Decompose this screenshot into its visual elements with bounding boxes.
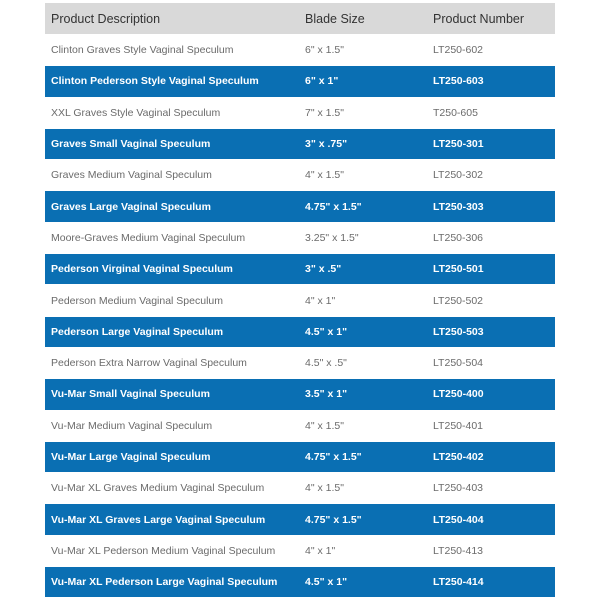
cell-description: Vu-Mar XL Graves Large Vaginal Speculum bbox=[45, 504, 299, 535]
table-row bbox=[45, 285, 555, 316]
table-body bbox=[45, 35, 555, 598]
cell-blade-size: 4" x 1.5" bbox=[299, 410, 427, 441]
cell-product-number: LT250-306 bbox=[427, 222, 555, 253]
table-row bbox=[45, 347, 555, 378]
cell-blade-size: 3" x .75" bbox=[299, 128, 427, 159]
cell-blade-size: 4" x 1.5" bbox=[299, 473, 427, 504]
cell-blade-size: 6" x 1.5" bbox=[299, 35, 427, 66]
cell-product-number: LT250-603 bbox=[427, 66, 555, 97]
cell-description: Pederson Medium Vaginal Speculum bbox=[45, 285, 299, 316]
cell-description: Graves Large Vaginal Speculum bbox=[45, 191, 299, 222]
cell-product-number: LT250-501 bbox=[427, 254, 555, 285]
cell-blade-size: 3" x .5" bbox=[299, 254, 427, 285]
cell-product-number: LT250-302 bbox=[427, 160, 555, 191]
cell-product-number: LT250-301 bbox=[427, 128, 555, 159]
cell-blade-size: 7" x 1.5" bbox=[299, 97, 427, 128]
cell-description: Vu-Mar Large Vaginal Speculum bbox=[45, 441, 299, 472]
product-table-container bbox=[45, 3, 555, 598]
table-row bbox=[45, 160, 555, 191]
cell-blade-size: 3.5" x 1" bbox=[299, 379, 427, 410]
cell-product-number: LT250-502 bbox=[427, 285, 555, 316]
cell-product-number: LT250-402 bbox=[427, 441, 555, 472]
cell-blade-size: 4" x 1.5" bbox=[299, 160, 427, 191]
table-row bbox=[45, 316, 555, 347]
cell-blade-size: 4.75" x 1.5" bbox=[299, 191, 427, 222]
cell-description: Pederson Extra Narrow Vaginal Speculum bbox=[45, 347, 299, 378]
cell-product-number: T250-605 bbox=[427, 97, 555, 128]
table-row bbox=[45, 441, 555, 472]
table-row bbox=[45, 254, 555, 285]
cell-description: Vu-Mar Medium Vaginal Speculum bbox=[45, 410, 299, 441]
cell-blade-size: 4.75" x 1.5" bbox=[299, 441, 427, 472]
header-product-description: Product Description bbox=[45, 3, 299, 35]
cell-product-number: LT250-414 bbox=[427, 567, 555, 598]
cell-blade-size: 4" x 1" bbox=[299, 285, 427, 316]
table-row bbox=[45, 410, 555, 441]
cell-blade-size: 4" x 1" bbox=[299, 535, 427, 566]
cell-product-number: LT250-303 bbox=[427, 191, 555, 222]
cell-description: Moore-Graves Medium Vaginal Speculum bbox=[45, 222, 299, 253]
table-row bbox=[45, 504, 555, 535]
cell-product-number: LT250-504 bbox=[427, 347, 555, 378]
cell-description: Clinton Pederson Style Vaginal Speculum bbox=[45, 66, 299, 97]
table-row bbox=[45, 473, 555, 504]
table-row bbox=[45, 97, 555, 128]
table-row bbox=[45, 535, 555, 566]
cell-blade-size: 4.75" x 1.5" bbox=[299, 504, 427, 535]
cell-blade-size: 3.25" x 1.5" bbox=[299, 222, 427, 253]
cell-description: Vu-Mar XL Graves Medium Vaginal Speculum bbox=[45, 473, 299, 504]
cell-blade-size: 4.5" x .5" bbox=[299, 347, 427, 378]
table-row bbox=[45, 222, 555, 253]
cell-product-number: LT250-403 bbox=[427, 473, 555, 504]
cell-description: Graves Small Vaginal Speculum bbox=[45, 128, 299, 159]
cell-description: Vu-Mar XL Pederson Large Vaginal Speculum bbox=[45, 567, 299, 598]
header-blade-size: Blade Size bbox=[299, 3, 427, 35]
table-row bbox=[45, 128, 555, 159]
header-row bbox=[45, 3, 555, 35]
table-row bbox=[45, 567, 555, 598]
cell-product-number: LT250-413 bbox=[427, 535, 555, 566]
cell-blade-size: 4.5" x 1" bbox=[299, 316, 427, 347]
table-row bbox=[45, 191, 555, 222]
cell-product-number: LT250-503 bbox=[427, 316, 555, 347]
table-row bbox=[45, 66, 555, 97]
header-product-number: Product Number bbox=[427, 3, 555, 35]
product-table bbox=[45, 3, 555, 598]
cell-blade-size: 4.5" x 1" bbox=[299, 567, 427, 598]
table-row bbox=[45, 379, 555, 410]
cell-description: Pederson Large Vaginal Speculum bbox=[45, 316, 299, 347]
cell-description: XXL Graves Style Vaginal Speculum bbox=[45, 97, 299, 128]
cell-product-number: LT250-401 bbox=[427, 410, 555, 441]
cell-product-number: LT250-404 bbox=[427, 504, 555, 535]
cell-product-number: LT250-602 bbox=[427, 35, 555, 66]
cell-description: Graves Medium Vaginal Speculum bbox=[45, 160, 299, 191]
cell-description: Clinton Graves Style Vaginal Speculum bbox=[45, 35, 299, 66]
table-header bbox=[45, 3, 555, 35]
table-row bbox=[45, 35, 555, 66]
cell-product-number: LT250-400 bbox=[427, 379, 555, 410]
cell-blade-size: 6" x 1" bbox=[299, 66, 427, 97]
cell-description: Vu-Mar XL Pederson Medium Vaginal Speculum bbox=[45, 535, 299, 566]
cell-description: Vu-Mar Small Vaginal Speculum bbox=[45, 379, 299, 410]
cell-description: Pederson Virginal Vaginal Speculum bbox=[45, 254, 299, 285]
